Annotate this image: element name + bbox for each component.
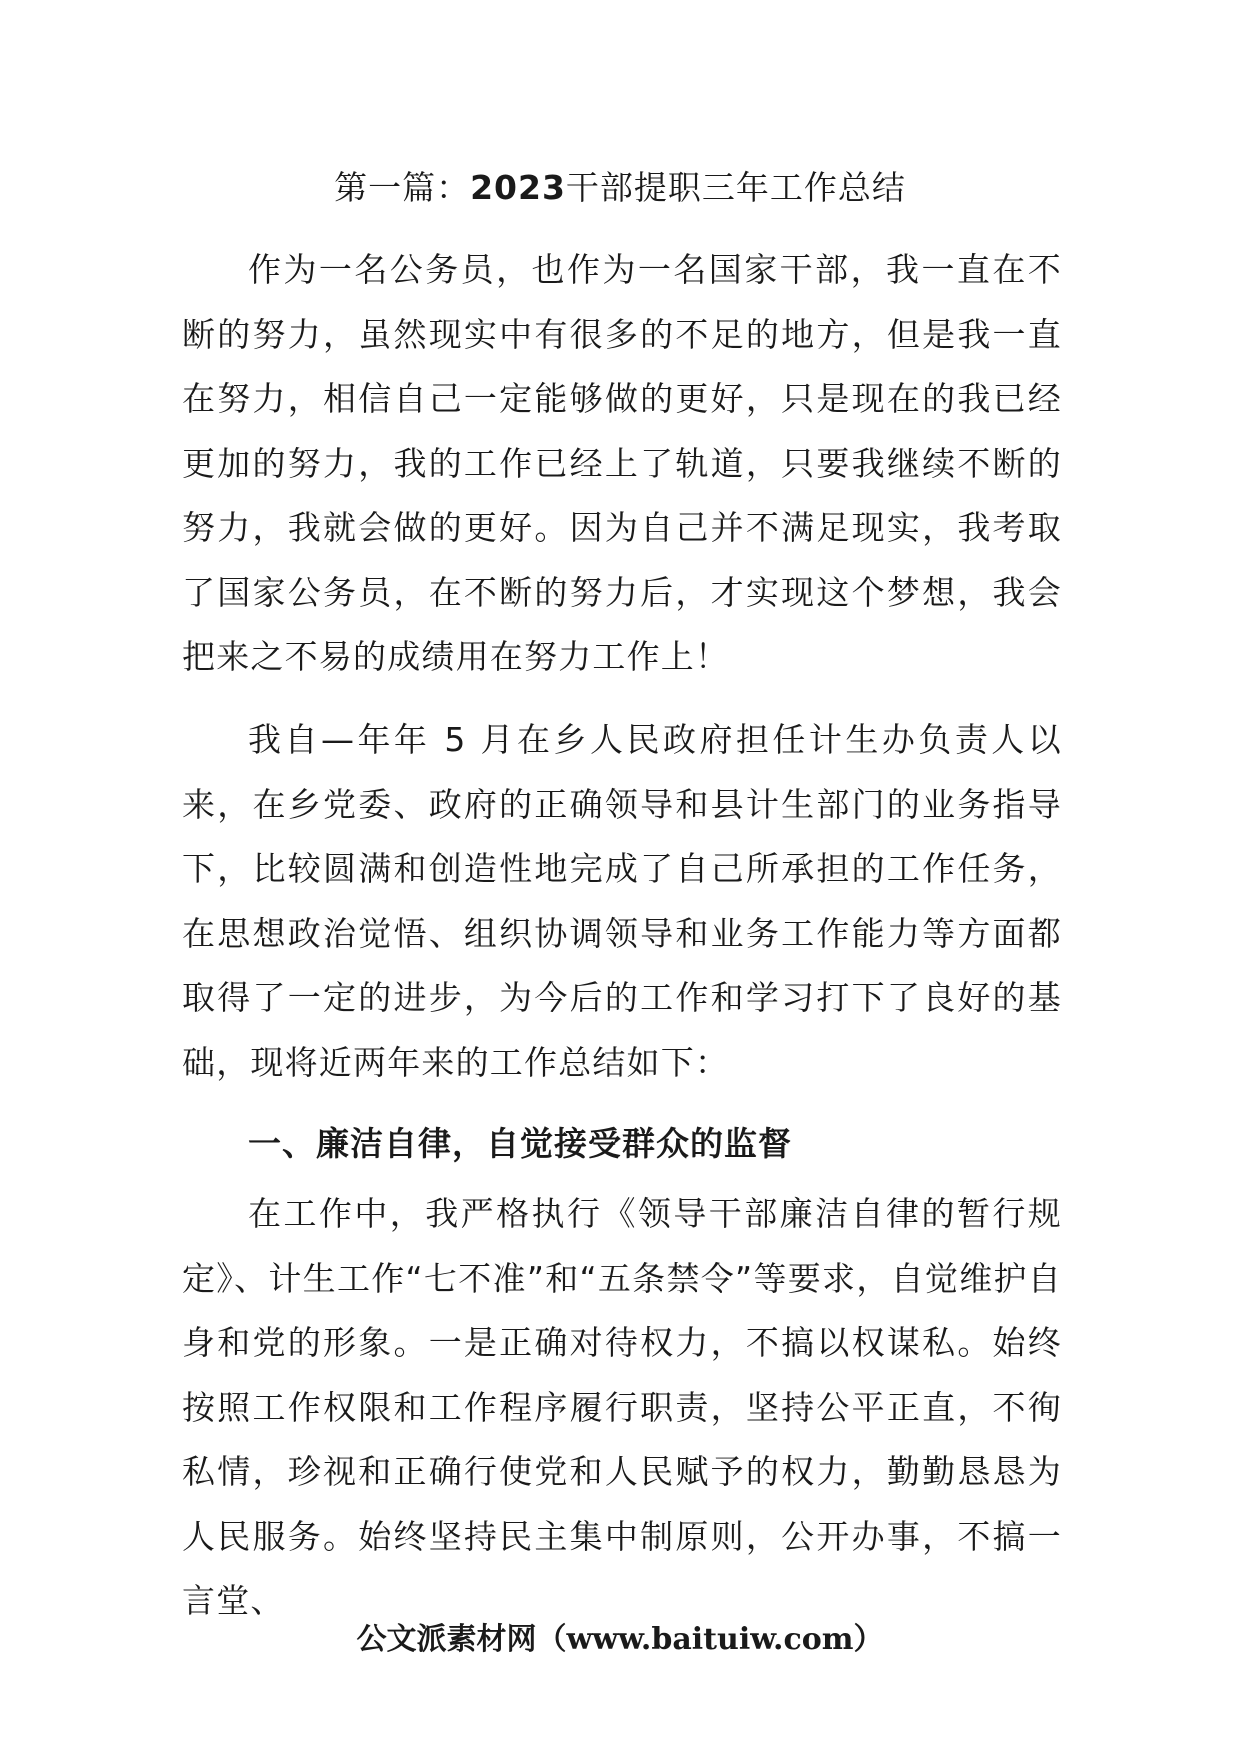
paragraph-overview: 我自—年年 5 月在乡人民政府担任计生办负责人以来，在乡党委、政府的正确领导和县计生部门的业务指导下，比较圆满和创造性地完成了自己所承担的工作任务，在思想政治觉悟、组织协调领导和业务工作能力等方面都取得了一定的进步，为今后的工作和学习打下了良好的基础，现将近两年来的工作总结如下：: [182, 720, 1062, 1082]
document-title: [0, 168, 1240, 208]
footer-watermark: 公文派素材网（www.baituiw.com）: [356, 1622, 884, 1657]
title-suffix: 干部提职三年工作总结: [565, 168, 906, 207]
title-prefix: 第一篇：: [334, 168, 471, 207]
paragraph-section-one: 在工作中，我严格执行《领导干部廉洁自律的暂行规定》、计生工作“七不准”和“五条禁令”等要求，自觉维护自身和党的形象。一是正确对待权力，不搞以权谋私。始终按照工作权限和工作程序履行职责，坚持公平正直，不徇私情，珍视和正确行使党和人民赋予的权力，勤勤恳恳为人民服务。始终坚持民主集中制原则，公开办事，不搞一言堂、: [182, 1194, 1062, 1620]
paragraph-intro: 作为一名公务员，也作为一名国家干部，我一直在不断的努力，虽然现实中有很多的不足的地方，但是我一直在努力，相信自己一定能够做的更好，只是现在的我已经更加的努力，我的工作已经上了轨道，只要我继续不断的努力，我就会做的更好。因为自己并不满足现实，我考取了国家公务员，在不断的努力后，才实现这个梦想，我会把来之不易的成绩用在努力工作上！: [182, 250, 1062, 676]
section-heading: 一、廉洁自律，自觉接受群众的监督: [248, 1124, 792, 1163]
title-year: 2023: [470, 168, 566, 207]
